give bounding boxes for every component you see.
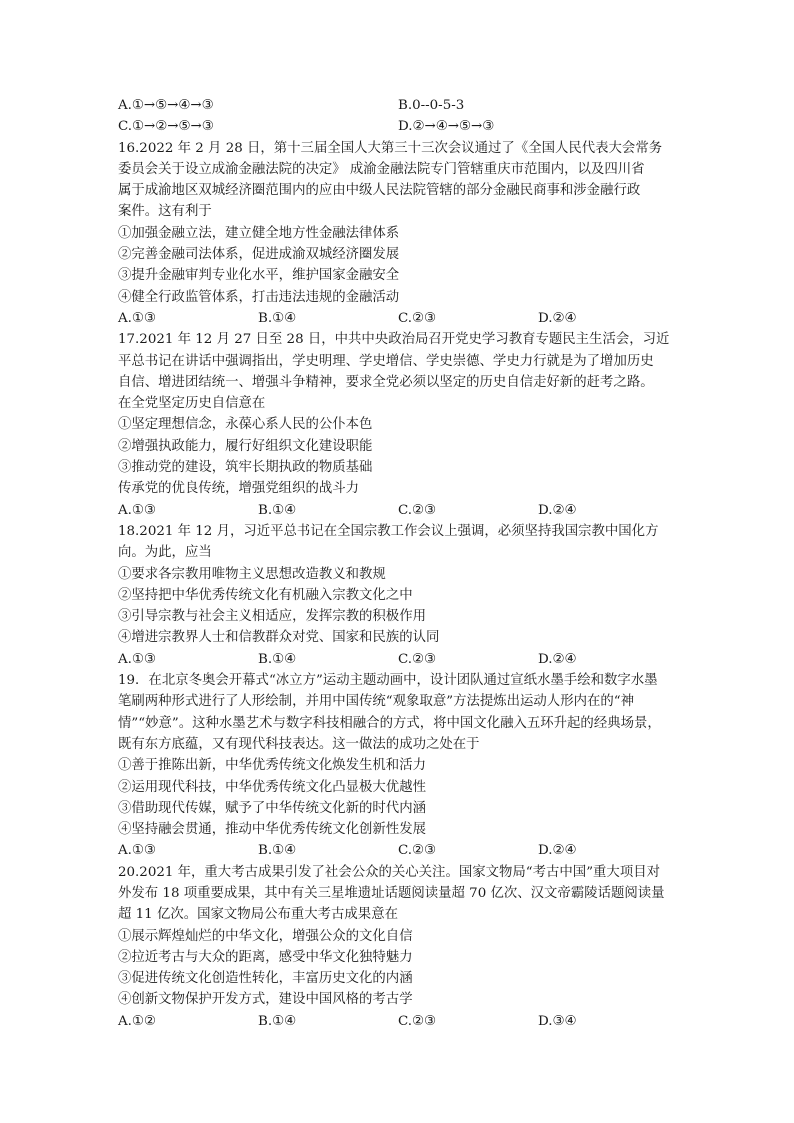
question-17 xyxy=(118,329,678,521)
question-stem-line: 平总书记在讲话中强调指出，学史明理、学史增信、学史崇德、学史力行就是为了增加历史 xyxy=(118,353,654,369)
statement: 传承党的优良传统，增强党组织的战斗力 xyxy=(118,481,360,497)
option-a: A.①③ xyxy=(118,502,156,518)
statement: ②增强执政能力，履行好组织文化建设职能 xyxy=(118,438,373,454)
option-c: C.②③ xyxy=(398,502,437,518)
exam-page xyxy=(118,95,678,1032)
option-b: B.①④ xyxy=(258,843,297,859)
question-stem-line: 外发布 18 项重要成果，其中有关三星堆遗址话题阅读量超 70 亿次、汉文帝霸陵话题阅读量 xyxy=(118,885,665,901)
statement: ③提升金融审判专业化水平，维护国家金融安全 xyxy=(118,268,400,284)
question-stem-line: 16.2022 年 2 月 28 日，第十三届全国人大第三十三次会议通过了《全国人民代表大会常务 xyxy=(118,140,663,156)
question-stem-line: 案件。这有利于 xyxy=(118,204,212,220)
statement: ②拉近考古与大众的距离，感受中华文化独特魅力 xyxy=(118,949,413,965)
statement: ②坚持把中华优秀传统文化有机融入宗教文化之中 xyxy=(118,587,413,603)
statement: ②运用现代科技，中华优秀传统文化凸显极大优越性 xyxy=(118,779,426,795)
question-20 xyxy=(118,862,678,1032)
q15-options-row-1 xyxy=(118,95,678,116)
statement: ①要求各宗教用唯物主义思想改造教义和教规 xyxy=(118,566,386,582)
question-18 xyxy=(118,521,678,670)
statement: ①展示辉煌灿烂的中华文化，增强公众的文化自信 xyxy=(118,928,413,944)
statement: ①加强金融立法，建立健全地方性金融法律体系 xyxy=(118,225,400,241)
question-stem-line: 笔刷两种形式进行了人形绘制，并用中国传统“观象取意”方法提炼出运动人形内在的“神 xyxy=(118,694,634,710)
option-c: C.②③ xyxy=(398,843,437,859)
answer-options xyxy=(118,1011,678,1032)
answer-options xyxy=(118,308,678,329)
question-stem-line: 在全党坚定历史自信意在 xyxy=(118,396,266,412)
option-b: B.①④ xyxy=(258,1013,297,1029)
option-d: D.②④ xyxy=(538,651,577,667)
option-b: B.①④ xyxy=(258,651,297,667)
option-a: A.①③ xyxy=(118,310,156,326)
question-stem-line: 18.2021 年 12 月，习近平总书记在全国宗教工作会议上强调，必须坚持我国宗教中国化方 xyxy=(118,523,659,539)
q15-options-row-2 xyxy=(118,116,678,137)
statement: ③引导宗教与社会主义相适应，发挥宗教的积极作用 xyxy=(118,609,426,625)
option-d: D.②④ xyxy=(538,843,577,859)
question-stem-line: 委员会关于设立成渝金融法院的决定》 成渝金融法院专门管辖重庆市范围内，以及四川省 xyxy=(118,161,645,177)
question-stem-line: 属于成渝地区双城经济圈范围内的应由中级人民法院管辖的部分金融民商事和涉金融行政 xyxy=(118,183,641,199)
option-b: B.①④ xyxy=(258,502,297,518)
statement: ④健全行政监管体系，打击违法违规的金融活动 xyxy=(118,289,400,305)
q15-option-d: D.②→④→⑤→③ xyxy=(398,119,495,135)
statement: ①坚定理想信念，永葆心系人民的公仆本色 xyxy=(118,417,373,433)
statement: ③借助现代传媒，赋予了中华传统文化新的时代内涵 xyxy=(118,800,426,816)
option-a: A.①③ xyxy=(118,843,156,859)
option-d: D.②④ xyxy=(538,310,577,326)
question-16 xyxy=(118,138,678,330)
question-stem-line: 19．在北京冬奥会开幕式“冰立方”运动主题动画中，设计团队通过宣纸水墨手绘和数字水墨 xyxy=(118,673,658,689)
option-d: D.③④ xyxy=(538,1013,577,1029)
question-stem-line: 既有东方底蕴，又有现代科技表达。这一做法的成功之处在于 xyxy=(118,736,480,752)
option-a: A.①③ xyxy=(118,651,156,667)
option-a: A.①② xyxy=(118,1013,156,1029)
question-stem-line: 自信、增进团结统一、增强斗争精神，要求全党必须以坚定的历史自信走好新的赶考之路。 xyxy=(118,374,654,390)
statement: ③推动党的建设，筑牢长期执政的物质基础 xyxy=(118,460,373,476)
statement: ④坚持融会贯通，推动中华优秀传统文化创新性发展 xyxy=(118,822,426,838)
q15-option-c: C.①→②→⑤→③ xyxy=(118,119,214,135)
option-b: B.①④ xyxy=(258,310,297,326)
answer-options xyxy=(118,500,678,521)
option-c: C.②③ xyxy=(398,310,437,326)
question-19 xyxy=(118,670,678,862)
question-stem-line: 向。为此，应当 xyxy=(118,545,212,561)
question-stem-line: 超 11 亿次。国家文物局公布重大考古成果意在 xyxy=(118,907,398,923)
option-c: C.②③ xyxy=(398,651,437,667)
statement: ②完善金融司法体系，促进成渝双城经济圈发展 xyxy=(118,247,400,263)
statement: ④创新文物保护开发方式，建设中国风格的考古学 xyxy=(118,992,413,1008)
option-c: C.②③ xyxy=(398,1013,437,1029)
answer-options xyxy=(118,649,678,670)
option-d: D.②④ xyxy=(538,502,577,518)
statement: ③促进传统文化创造性转化，丰富历史文化的内涵 xyxy=(118,971,413,987)
question-stem-line: 20.2021 年，重大考古成果引发了社会公众的关心关注。国家文物局“考古中国”重大项目对 xyxy=(118,864,660,880)
question-stem-line: 情”“妙意”。这种水墨艺术与数字科技相融合的方式，将中国文化融入五环升起的经典场景， xyxy=(118,715,661,731)
statement: ④增进宗教界人士和信教群众对党、国家和民族的认同 xyxy=(118,630,440,646)
question-stem-line: 17.2021 年 12 月 27 日至 28 日，中共中央政治局召开党史学习教育专题民主生活会，习近 xyxy=(118,332,670,348)
q15-option-b: B.0--0-5-3 xyxy=(398,98,465,113)
answer-options xyxy=(118,840,678,861)
q15-option-a: A.①→⑤→④→③ xyxy=(118,98,214,113)
statement: ①善于推陈出新，中华优秀传统文化焕发生机和活力 xyxy=(118,758,426,774)
